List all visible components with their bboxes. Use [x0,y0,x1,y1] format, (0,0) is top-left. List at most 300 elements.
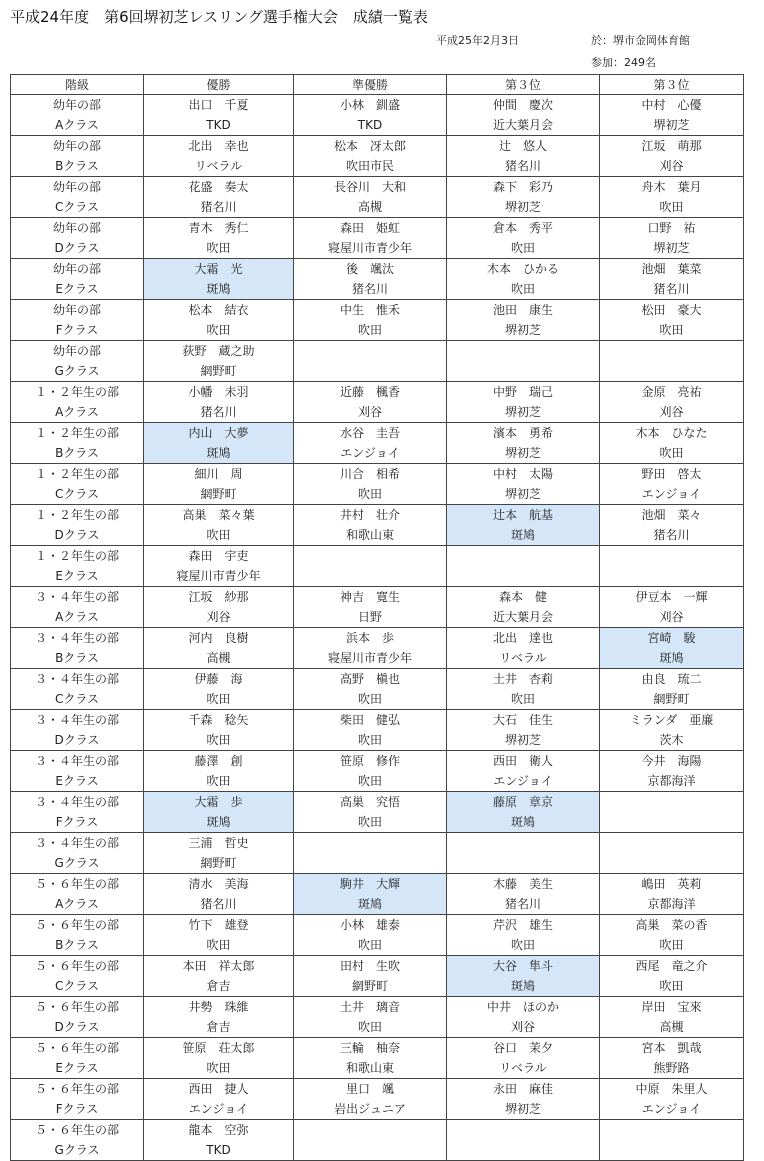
athlete-name: 藤澤 創 [194,754,243,768]
athlete-club: 刈谷 [206,610,231,624]
table-row [11,587,744,628]
athlete-name: 芹沢 雄生 [492,918,553,932]
athlete-club: 和歌山東 [345,1061,394,1075]
athlete-club: エンジョイ [340,446,400,460]
division-class: Dクラス [54,528,100,542]
runner-up-cell [294,177,447,218]
division-cell [11,587,144,628]
athlete-name: 金原 亮祐 [641,385,702,399]
athlete-name: 伊藤 海 [194,672,243,686]
athlete-club: 網野町 [200,487,237,501]
division-cell [11,546,144,587]
champion-cell [144,874,294,915]
runner-up-cell [294,95,447,136]
table-row [11,956,744,997]
athlete-name: 内山 大夢 [188,426,249,440]
division-age-group: １・２年生の部 [34,385,119,399]
champion-cell [144,382,294,423]
division-cell [11,341,144,382]
division-cell [11,382,144,423]
division-cell [11,177,144,218]
athlete-name: 神吉 寛生 [339,590,400,604]
athlete-name: 木本 ひなた [635,426,708,440]
athlete-club: 斑鳩 [510,815,535,829]
division-age-group: ３・４年生の部 [34,713,119,727]
header-runner-up: 準優勝 [294,75,447,95]
athlete-club: 吹田 [659,200,684,214]
division-cell [11,218,144,259]
table-row [11,1038,744,1079]
athlete-club: 堺初芝 [504,487,541,501]
runner-up-cell [294,341,447,382]
athlete-name: 森本 健 [498,590,547,604]
athlete-name: 大石 佳生 [492,713,553,727]
table-row [11,300,744,341]
athlete-name: 松本 結衣 [188,303,249,317]
division-age-group: ５・６年生の部 [34,877,119,891]
third-place-cell [600,341,744,382]
division-cell [11,669,144,710]
athlete-club: 吹田 [357,815,382,829]
athlete-name: 川合 相希 [339,467,400,481]
division-cell [11,997,144,1038]
athlete-club: 斑鳩 [206,446,231,460]
athlete-name: 中村 心優 [641,98,702,112]
athlete-name: 野田 啓太 [641,467,702,481]
athlete-club: エンジョイ [641,1102,702,1116]
athlete-club: 寝屋川市青少年 [327,651,412,665]
runner-up-cell [294,464,447,505]
division-age-group: 幼年の部 [52,139,101,153]
athlete-name: 永田 麻佳 [492,1082,553,1096]
athlete-name: 河内 良樹 [188,631,249,645]
table-row [11,1079,744,1120]
champion-cell [144,1038,294,1079]
division-class: Cクラス [54,200,100,214]
athlete-name: 井村 壮介 [339,508,400,522]
third-place-cell [600,669,744,710]
athlete-name: 近藤 楓香 [339,385,400,399]
runner-up-cell [294,792,447,833]
division-age-group: ５・６年生の部 [34,1123,119,1137]
division-cell [11,792,144,833]
third-place-cell [600,792,744,833]
third-place-cell [447,956,600,997]
division-class: Cクラス [54,487,100,501]
third-place-cell [600,1120,744,1161]
athlete-name: 三輪 柚奈 [339,1041,400,1055]
athlete-name: 宮本 凱哉 [641,1041,702,1055]
athlete-name: 池畑 葉菜 [641,262,702,276]
athlete-name: 荻野 蔵之助 [182,344,255,358]
champion-cell [144,710,294,751]
athlete-name: 松本 冴太郎 [333,139,406,153]
champion-cell [144,218,294,259]
results-table [10,74,744,1161]
athlete-name: 笹原 荘太郎 [182,1041,255,1055]
athlete-name: 中原 朱里人 [635,1082,708,1096]
third-place-cell [447,177,600,218]
athlete-club: 猪名川 [200,897,237,911]
athlete-name: 中井 ほのか [486,1000,559,1014]
athlete-name: 高野 槇也 [339,672,400,686]
division-cell [11,259,144,300]
athlete-name: 大谷 隼斗 [492,959,553,973]
athlete-name: 今井 海陽 [641,754,702,768]
athlete-name: 森田 姫虹 [339,221,400,235]
athlete-club: 吹田 [659,979,684,993]
athlete-name: 藤原 章京 [492,795,553,809]
champion-cell [144,464,294,505]
athlete-name: 森下 彩乃 [492,180,553,194]
division-age-group: ５・６年生の部 [34,959,119,973]
runner-up-cell [294,300,447,341]
third-place-cell [600,1079,744,1120]
third-place-cell [600,628,744,669]
third-place-cell [447,1120,600,1161]
runner-up-cell [294,587,447,628]
athlete-club: 斑鳩 [206,282,231,296]
athlete-club: 吹田 [510,938,535,952]
athlete-club: 吹田 [206,323,231,337]
athlete-name: 江坂 紗那 [188,590,249,604]
athlete-club: 猪名川 [504,159,541,173]
division-class: Bクラス [55,938,99,952]
table-row [11,218,744,259]
athlete-name: 柴田 健弘 [339,713,400,727]
athlete-club: 堺初芝 [504,733,541,747]
division-class: Gクラス [54,364,100,378]
athlete-club: 堺初芝 [504,1102,541,1116]
table-row [11,915,744,956]
runner-up-cell [294,915,447,956]
division-cell [11,751,144,792]
third-place-cell [600,751,744,792]
division-age-group: １・２年生の部 [34,467,119,481]
third-place-cell [447,382,600,423]
third-place-cell [447,218,600,259]
third-place-cell [600,997,744,1038]
champion-cell [144,505,294,546]
athlete-club: 吹田 [659,446,684,460]
athlete-club: 斑鳩 [510,528,535,542]
third-place-cell [600,136,744,177]
athlete-club: 吹田 [206,692,231,706]
table-row [11,1120,744,1161]
participant-count: 参加：249名 [591,56,656,69]
division-cell [11,136,144,177]
athlete-name: 北出 達也 [492,631,553,645]
runner-up-cell [294,751,447,792]
table-row [11,628,744,669]
athlete-club: 堺初芝 [504,405,541,419]
athlete-club: 吹田 [357,774,382,788]
athlete-club: 刈谷 [510,1020,535,1034]
athlete-name: 中生 惟禾 [339,303,400,317]
athlete-club: 倉吉 [206,979,231,993]
athlete-club: 網野町 [200,856,237,870]
runner-up-cell [294,423,447,464]
athlete-name: 西田 衛人 [492,754,553,768]
athlete-club: 刈谷 [659,405,684,419]
division-age-group: 幼年の部 [52,262,101,276]
third-place-cell [600,95,744,136]
table-row [11,792,744,833]
table-row [11,710,744,751]
champion-cell [144,956,294,997]
division-cell [11,956,144,997]
runner-up-cell [294,136,447,177]
athlete-name: 倉本 秀平 [492,221,553,235]
champion-cell [144,1120,294,1161]
athlete-club: 京都海洋 [647,774,696,788]
athlete-name: 土井 杏莉 [492,672,553,686]
results-body [11,95,744,1161]
third-place-cell [600,259,744,300]
table-row [11,669,744,710]
athlete-club: 日野 [357,610,382,624]
runner-up-cell [294,874,447,915]
table-row [11,423,744,464]
athlete-name: 高巣 菜の香 [635,918,708,932]
athlete-club: 吹田 [659,938,684,952]
division-class: Cクラス [54,979,100,993]
athlete-name: 大霜 歩 [194,795,243,809]
third-place-cell [447,136,600,177]
runner-up-cell [294,505,447,546]
division-cell [11,95,144,136]
runner-up-cell [294,1079,447,1120]
athlete-club: 寝屋川市青少年 [327,241,412,255]
runner-up-cell [294,710,447,751]
athlete-club: 倉吉 [206,1020,231,1034]
athlete-club: 吹田 [357,692,382,706]
page-title: 平成24年度 第6回堺初芝レスリング選手権大会 成績一覧表 [10,8,428,26]
champion-cell [144,751,294,792]
third-place-cell [447,833,600,874]
athlete-club: 猪名川 [200,200,237,214]
champion-cell [144,546,294,587]
athlete-name: 千森 稔矢 [188,713,249,727]
athlete-club: リベラル [194,159,243,173]
third-place-cell [447,669,600,710]
division-cell [11,1038,144,1079]
runner-up-cell [294,1120,447,1161]
athlete-name: 伊豆本 一輝 [635,590,708,604]
athlete-club: 吹田 [206,774,231,788]
athlete-club: 網野町 [653,692,690,706]
athlete-club: 堺初芝 [653,241,690,255]
third-place-cell [447,341,600,382]
athlete-club: 茨木 [659,733,684,747]
division-class: Cクラス [54,692,100,706]
third-place-cell [447,587,600,628]
champion-cell [144,423,294,464]
athlete-name: 田村 生吹 [339,959,400,973]
athlete-club: 高槻 [357,200,382,214]
runner-up-cell [294,628,447,669]
division-class: Aクラス [55,897,99,911]
third-place-cell [447,915,600,956]
athlete-club: 吹田 [206,241,231,255]
third-place-cell [600,300,744,341]
athlete-name: 池田 康生 [492,303,553,317]
champion-cell [144,997,294,1038]
third-place-cell [600,956,744,997]
third-place-cell [600,505,744,546]
division-age-group: 幼年の部 [52,221,101,235]
athlete-club: 吹田 [510,282,535,296]
athlete-club: 猪名川 [653,282,690,296]
athlete-club: 網野町 [351,979,388,993]
third-place-cell [600,587,744,628]
champion-cell [144,628,294,669]
athlete-name: 江坂 萌那 [641,139,702,153]
division-cell [11,874,144,915]
athlete-club: 近大葉月会 [492,118,553,132]
division-class: Bクラス [55,446,99,460]
athlete-club: 岩出ジュニア [334,1102,406,1116]
division-class: Fクラス [55,323,99,337]
division-age-group: ３・４年生の部 [34,672,119,686]
third-place-cell [600,1038,744,1079]
table-row [11,751,744,792]
athlete-name: ミランダ 亜廉 [629,713,714,727]
division-class: Fクラス [55,1102,99,1116]
athlete-club: 猪名川 [200,405,237,419]
division-class: Eクラス [55,282,99,296]
division-class: Bクラス [55,159,99,173]
athlete-club: 吹田 [357,1020,382,1034]
division-age-group: １・２年生の部 [34,508,119,522]
table-row [11,259,744,300]
champion-cell [144,259,294,300]
division-age-group: ５・６年生の部 [34,1041,119,1055]
athlete-club: エンジョイ [493,774,553,788]
division-cell [11,423,144,464]
athlete-name: 由良 琉二 [641,672,702,686]
champion-cell [144,300,294,341]
division-class: Eクラス [55,1061,99,1075]
division-age-group: ３・４年生の部 [34,754,119,768]
athlete-club: 吹田 [206,1061,231,1075]
athlete-name: 辻本 航基 [492,508,553,522]
header-champion: 優勝 [144,75,294,95]
division-cell [11,464,144,505]
athlete-name: 北出 幸也 [188,139,249,153]
third-place-cell [600,833,744,874]
division-class: Aクラス [55,610,99,624]
athlete-club: TKD [206,1143,231,1157]
athlete-club: 高槻 [206,651,231,665]
runner-up-cell [294,382,447,423]
division-class: Bクラス [55,651,99,665]
division-cell [11,628,144,669]
athlete-name: 細川 周 [194,467,243,481]
header-third-place: 第３位 [600,75,744,95]
third-place-cell [600,710,744,751]
athlete-name: 本田 祥太郎 [182,959,255,973]
third-place-cell [447,1038,600,1079]
third-place-cell [447,751,600,792]
athlete-club: 吹田 [357,938,382,952]
athlete-name: 西尾 竜之介 [635,959,708,973]
athlete-club: エンジョイ [188,1102,249,1116]
third-place-cell [447,259,600,300]
athlete-club: 堺初芝 [504,446,541,460]
third-place-cell [447,546,600,587]
division-age-group: 幼年の部 [52,344,101,358]
runner-up-cell [294,833,447,874]
third-place-cell [447,423,600,464]
athlete-name: 宮崎 駿 [647,631,696,645]
athlete-club: 堺初芝 [653,118,690,132]
athlete-name: 笹原 修作 [339,754,400,768]
athlete-name: 駒井 大輝 [339,877,400,891]
athlete-name: 龍本 空弥 [188,1123,249,1137]
table-row [11,341,744,382]
runner-up-cell [294,218,447,259]
athlete-name: 西田 捷人 [188,1082,249,1096]
third-place-cell [600,218,744,259]
table-row [11,177,744,218]
division-class: Gクラス [54,856,100,870]
athlete-name: 谷口 茉夕 [492,1041,553,1055]
athlete-name: 清水 美海 [188,877,249,891]
athlete-club: 吹田 [206,938,231,952]
champion-cell [144,1079,294,1120]
division-age-group: １・２年生の部 [34,549,119,563]
athlete-club: 吹田 [659,323,684,337]
third-place-cell [447,874,600,915]
division-class: Fクラス [55,815,99,829]
athlete-name: 森田 宇吏 [188,549,249,563]
header-row [11,75,744,95]
division-cell [11,915,144,956]
athlete-name: 花盛 奏太 [188,180,249,194]
third-place-cell [600,874,744,915]
athlete-club: 吹田 [510,241,535,255]
division-cell [11,300,144,341]
athlete-club: 堺初芝 [504,200,541,214]
athlete-name: 池畑 菜々 [641,508,702,522]
division-age-group: ５・６年生の部 [34,918,119,932]
header-division: 階級 [11,75,144,95]
table-row [11,464,744,505]
third-place-cell [447,997,600,1038]
athlete-name: 水谷 圭吾 [339,426,400,440]
third-place-cell [600,382,744,423]
division-cell [11,833,144,874]
athlete-club: 刈谷 [357,405,382,419]
athlete-club: 和歌山東 [345,528,394,542]
division-cell [11,710,144,751]
athlete-name: 井勢 珠維 [188,1000,249,1014]
athlete-club: 斑鳩 [206,815,231,829]
athlete-name: 仲間 慶次 [492,98,553,112]
runner-up-cell [294,669,447,710]
champion-cell [144,915,294,956]
third-place-cell [447,792,600,833]
athlete-name: 岸田 宝來 [641,1000,702,1014]
athlete-club: 高槻 [659,1020,684,1034]
athlete-club: 吹田 [357,487,382,501]
division-age-group: １・２年生の部 [34,426,119,440]
athlete-name: 竹下 雄登 [188,918,249,932]
third-place-cell [447,505,600,546]
athlete-name: 高巣 究悟 [339,795,400,809]
runner-up-cell [294,997,447,1038]
